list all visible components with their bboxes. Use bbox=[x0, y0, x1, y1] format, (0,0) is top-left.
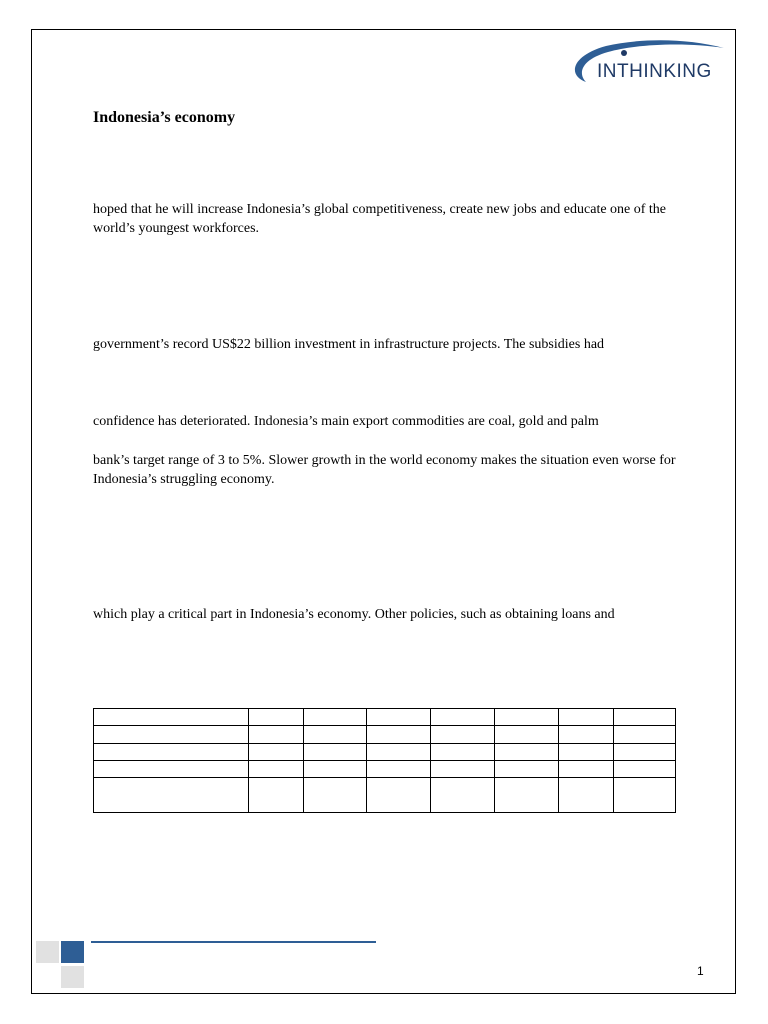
table-cell bbox=[367, 726, 431, 743]
table-cell bbox=[614, 743, 676, 760]
table-cell bbox=[94, 778, 249, 813]
table-cell bbox=[614, 709, 676, 726]
logo-text: INTHINKING bbox=[597, 61, 712, 82]
page-number: 1 bbox=[697, 964, 704, 978]
table-cell bbox=[304, 778, 367, 813]
table-cell bbox=[304, 760, 367, 777]
table-cell bbox=[249, 760, 304, 777]
table-cell bbox=[431, 743, 495, 760]
table-cell bbox=[614, 760, 676, 777]
table-cell bbox=[304, 726, 367, 743]
table-cell bbox=[94, 709, 249, 726]
table-cell bbox=[304, 743, 367, 760]
paragraph: bank’s target range of 3 to 5%. Slower growth in the world economy makes the situation even worse for Indonesia’s struggling economy. bbox=[93, 453, 676, 487]
paragraph: which play a critical part in Indonesia’s economy. Other policies, such as obtaining loans and bbox=[93, 607, 615, 622]
table-row bbox=[94, 726, 676, 743]
footer-rule bbox=[91, 941, 376, 943]
paragraph: confidence has deteriorated. Indonesia’s main export commodities are coal, gold and palm bbox=[93, 414, 599, 429]
table-cell bbox=[614, 778, 676, 813]
table-cell bbox=[495, 778, 559, 813]
data-table bbox=[93, 708, 676, 813]
table-cell bbox=[614, 726, 676, 743]
table-cell bbox=[559, 778, 614, 813]
table-cell bbox=[495, 709, 559, 726]
paragraph: hoped that he will increase Indonesia’s global competitiveness, create new jobs and educate one of the world’s youngest workforces. bbox=[93, 202, 667, 236]
paragraph: government’s record US$22 billion investment in infrastructure projects. The subsidies had bbox=[93, 337, 605, 352]
table-cell bbox=[249, 778, 304, 813]
table-cell bbox=[94, 760, 249, 777]
table-cell bbox=[94, 743, 249, 760]
table-cell bbox=[559, 709, 614, 726]
blue-square bbox=[61, 941, 84, 963]
table-cell bbox=[431, 760, 495, 777]
table-cell bbox=[94, 726, 249, 743]
table-cell bbox=[367, 743, 431, 760]
table-cell bbox=[495, 726, 559, 743]
table-row bbox=[94, 760, 676, 777]
table-cell bbox=[249, 743, 304, 760]
inthinking-logo bbox=[566, 36, 726, 88]
table-cell bbox=[431, 778, 495, 813]
table-cell bbox=[431, 726, 495, 743]
table-row bbox=[94, 709, 676, 726]
table-cell bbox=[495, 760, 559, 777]
table-cell bbox=[249, 726, 304, 743]
table-cell bbox=[367, 709, 431, 726]
table-cell bbox=[559, 760, 614, 777]
table-cell bbox=[304, 709, 367, 726]
gray-square bbox=[61, 966, 84, 988]
table-cell bbox=[559, 726, 614, 743]
footer-squares-decoration bbox=[36, 941, 86, 989]
table-cell bbox=[495, 743, 559, 760]
table-cell bbox=[431, 709, 495, 726]
gray-square bbox=[36, 941, 59, 963]
table-cell bbox=[559, 743, 614, 760]
table-cell bbox=[367, 778, 431, 813]
document-title: Indonesia’s economy bbox=[93, 109, 236, 126]
page-border bbox=[31, 29, 736, 994]
table-cell bbox=[249, 709, 304, 726]
table-cell bbox=[367, 760, 431, 777]
table-row bbox=[94, 743, 676, 760]
table-row bbox=[94, 778, 676, 813]
